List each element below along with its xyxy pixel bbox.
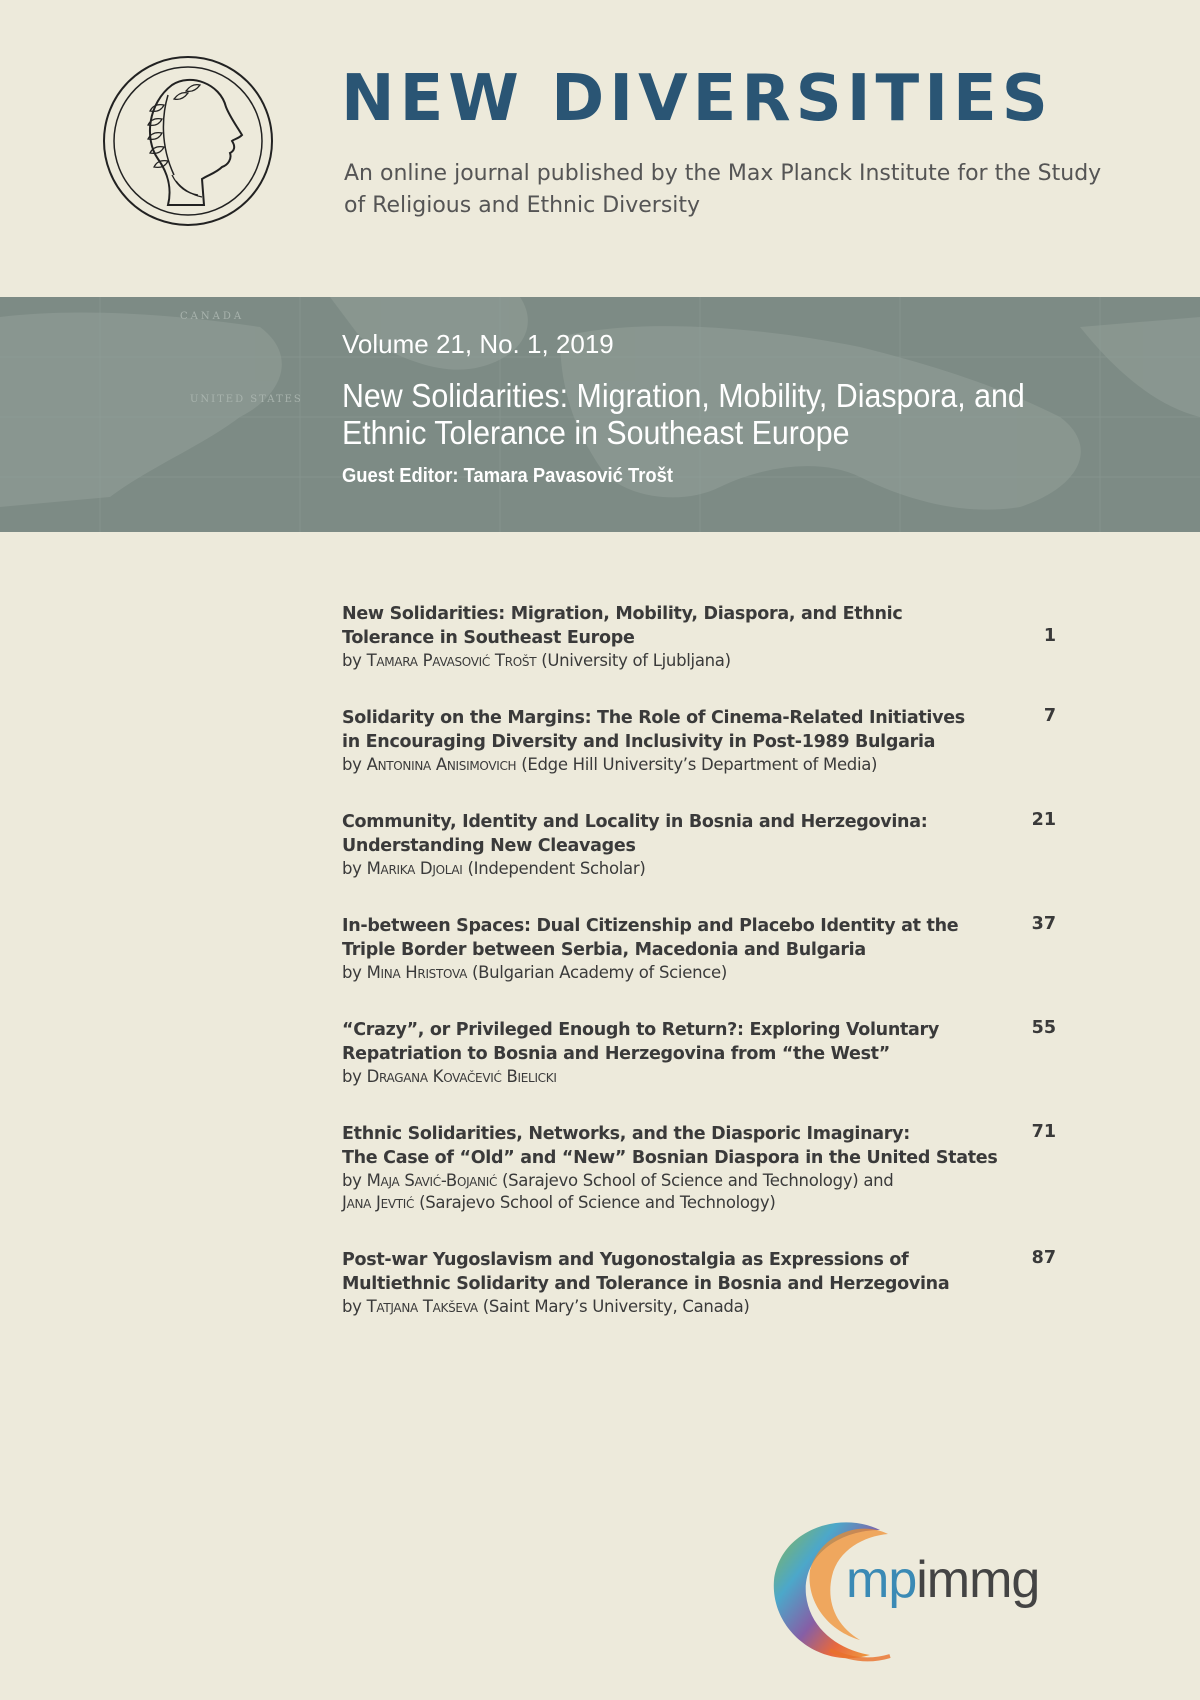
- author-name: Jana Jevtić: [342, 1193, 415, 1212]
- toc-entry[interactable]: [342, 706, 1056, 776]
- article-title[interactable]: New Solidarities: Migration, Mobility, Diaspora, and Ethnic Tolerance in Southeast Europe: [342, 604, 903, 648]
- author-name: Dragana Kovačević Bielicki: [366, 1067, 557, 1086]
- toc-entry[interactable]: [342, 1122, 1056, 1214]
- page-number: 1: [1043, 626, 1056, 646]
- map-label-united-states: UNITED STATES: [190, 394, 303, 405]
- author-affiliation: (Saint Mary’s University, Canada): [482, 1297, 750, 1316]
- author-name: Marika Djolai: [366, 859, 463, 878]
- author-name: Tamara Pavasović Trošt: [366, 651, 537, 670]
- page-number: 21: [1031, 810, 1056, 830]
- toc-entry[interactable]: [342, 1018, 1056, 1088]
- author-affiliation: (Sarajevo School of Science and Technology) and: [501, 1171, 894, 1190]
- page-number: 37: [1031, 914, 1056, 934]
- article-authors: by Maja Savić-Bojanić (Sarajevo School of Science and Technology) and Jana Jevtić (Sarajevo School of Science and Technology): [342, 1171, 894, 1212]
- author-name: Mina Hristova: [366, 963, 468, 982]
- page-number: 87: [1031, 1248, 1056, 1268]
- author-affiliation: (Sarajevo School of Science and Technology): [419, 1193, 776, 1212]
- author-name: Tatjana Takševa: [366, 1297, 478, 1316]
- map-label-canada: CANADA: [180, 311, 245, 322]
- article-authors: by Tamara Pavasović Trošt (University of Ljubljana): [342, 651, 731, 670]
- toc-entry[interactable]: [342, 602, 1056, 672]
- article-title[interactable]: Solidarity on the Margins: The Role of Cinema-Related Initiatives in Encouraging Diversity and Inclusivity in Post-1989 Bulgaria: [342, 708, 965, 752]
- article-title[interactable]: Ethnic Solidarities, Networks, and the Diasporic Imaginary: The Case of “Old” and “New” Bosnian Diaspora in the United States: [342, 1124, 998, 1168]
- author-affiliation: (University of Ljubljana): [541, 651, 731, 670]
- toc-entry[interactable]: [342, 810, 1056, 880]
- author-affiliation: (Bulgarian Academy of Science): [471, 963, 727, 982]
- author-affiliation: (Edge Hill University’s Department of Media): [521, 755, 878, 774]
- table-of-contents: [342, 602, 1056, 1352]
- journal-title: NEW DIVERSITIES: [341, 62, 1053, 136]
- toc-entry[interactable]: [342, 914, 1056, 984]
- article-title[interactable]: “Crazy”, or Privileged Enough to Return?: Exploring Voluntary Repatriation to Bosnia and Herzegovina from “the West”: [342, 1020, 939, 1064]
- issue-banner: [0, 297, 1200, 532]
- author-name: Antonina Anisimovich: [366, 755, 517, 774]
- article-title[interactable]: Post-war Yugoslavism and Yugonostalgia as Expressions of Multiethnic Solidarity and Tolerance in Bosnia and Herzegovina: [342, 1250, 950, 1294]
- article-authors: by Mina Hristova (Bulgarian Academy of Science): [342, 963, 727, 982]
- page-number: 55: [1031, 1018, 1056, 1038]
- issue-title: New Solidarities: Migration, Mobility, Diaspora, and Ethnic Tolerance in Southeast Europe: [342, 377, 1025, 451]
- max-planck-seal-logo: [102, 55, 274, 227]
- author-name: Maja Savić-Bojanić: [366, 1171, 498, 1190]
- article-title[interactable]: Community, Identity and Locality in Bosnia and Herzegovina: Understanding New Cleavages: [342, 812, 928, 856]
- article-authors: by Dragana Kovačević Bielicki: [342, 1067, 557, 1086]
- author-affiliation: (Independent Scholar): [467, 859, 646, 878]
- page-number: 7: [1043, 706, 1056, 726]
- guest-editor: Guest Editor: Tamara Pavasović Trošt: [342, 465, 673, 487]
- toc-entry[interactable]: [342, 1248, 1056, 1318]
- article-authors: by Marika Djolai (Independent Scholar): [342, 859, 646, 878]
- mpimmg-wordmark: mpimmg: [846, 1551, 1040, 1609]
- article-title[interactable]: In-between Spaces: Dual Citizenship and Placebo Identity at the Triple Border between Serbia, Macedonia and Bulgaria: [342, 916, 959, 960]
- journal-subtitle: An online journal published by the Max Planck Institute for the Study of Religious and Ethnic Diversity: [344, 161, 1102, 218]
- article-authors: by Tatjana Takševa (Saint Mary’s University, Canada): [342, 1297, 750, 1316]
- page-number: 71: [1031, 1122, 1056, 1142]
- issue-volume: Volume 21, No. 1, 2019: [342, 329, 614, 359]
- article-authors: by Antonina Anisimovich (Edge Hill University’s Department of Media): [342, 755, 878, 774]
